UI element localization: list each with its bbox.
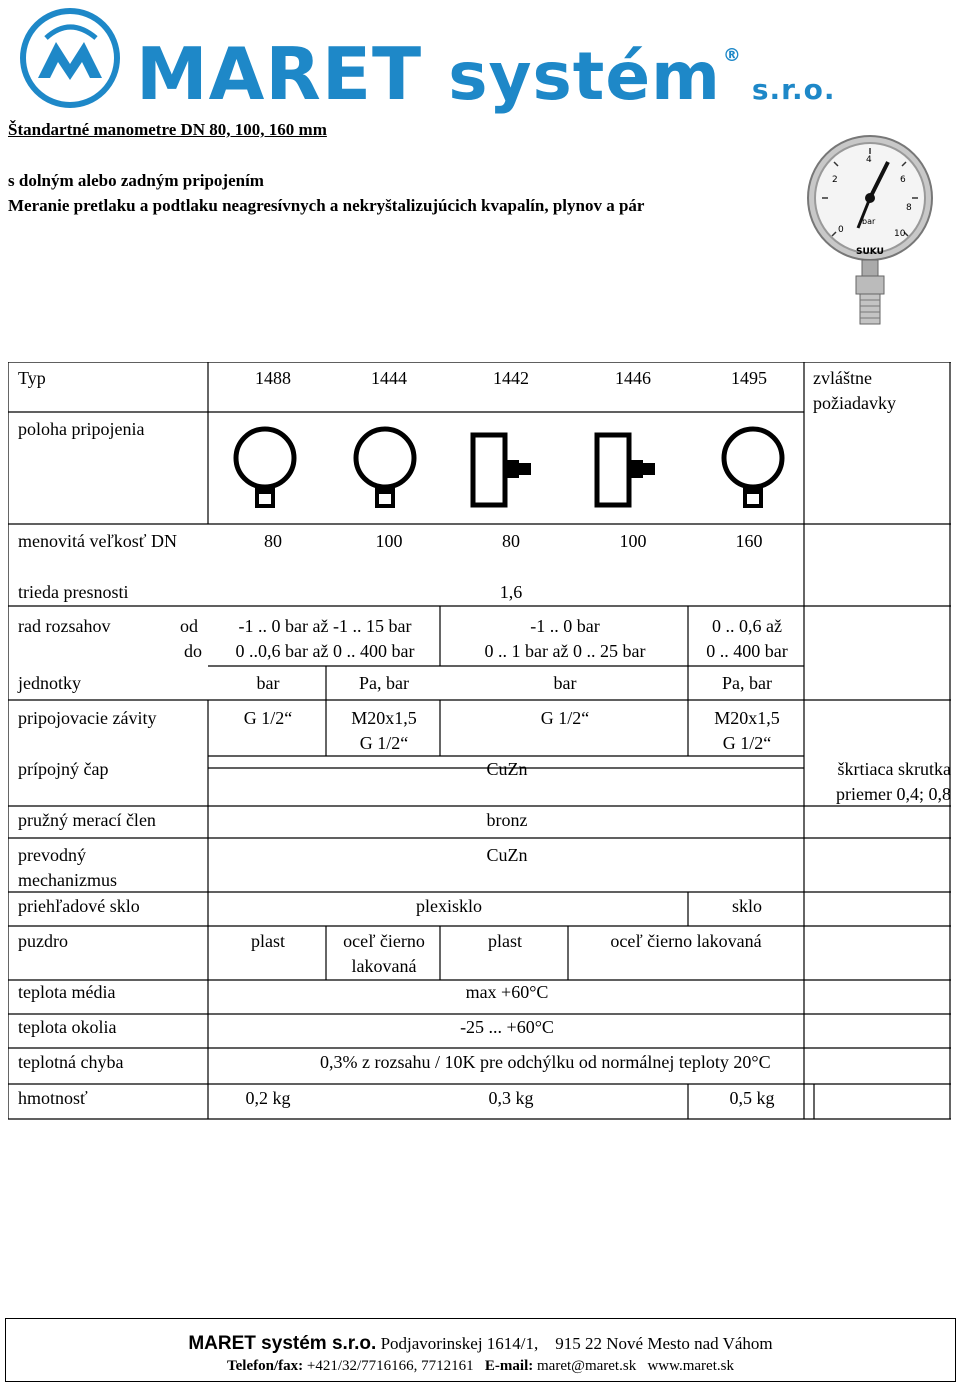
type-1442: 1442 bbox=[493, 368, 529, 388]
size-4: 100 bbox=[619, 531, 647, 551]
units-2: Pa, bar bbox=[359, 673, 409, 693]
pin-material: CuZn bbox=[486, 759, 528, 779]
dial-number-4: 4 bbox=[866, 155, 872, 165]
element-material: bronz bbox=[486, 810, 528, 830]
units-4: Pa, bar bbox=[722, 673, 772, 693]
thread-d-1: M20x1,5 bbox=[714, 708, 780, 728]
company-logo bbox=[18, 8, 836, 116]
footer-email-link[interactable]: maret@maret.sk bbox=[537, 1358, 637, 1374]
range-a-to: 0 ..0,6 bar až 0 .. 400 bar bbox=[235, 641, 415, 661]
subtitle-line-1: s dolným alebo zadným pripojením bbox=[8, 171, 264, 190]
label-nominal-size: menovitá veľkosť DN bbox=[18, 531, 177, 551]
back-connection-icon bbox=[594, 432, 664, 508]
medium-temp-value: max +60°C bbox=[465, 982, 549, 1002]
range-c-to: 0 .. 400 bar bbox=[706, 641, 788, 661]
range-b-from: -1 .. 0 bar bbox=[530, 616, 600, 636]
bottom-connection-icon bbox=[350, 426, 420, 514]
case-c: plast bbox=[488, 931, 522, 951]
bottom-connection-icon bbox=[718, 426, 788, 514]
label-accuracy-class: trieda presnosti bbox=[18, 582, 129, 602]
mechanism-material: CuZn bbox=[486, 845, 528, 865]
dial-number-0: 0 bbox=[838, 225, 844, 235]
size-5: 160 bbox=[735, 531, 763, 551]
dial-number-2: 2 bbox=[832, 175, 838, 185]
window-b: sklo bbox=[731, 896, 762, 916]
special-requirements-header: zvláštne požiadavky bbox=[813, 368, 896, 413]
label-ranges: rad rozsahov bbox=[18, 616, 111, 636]
special-note: škrtiaca skrutka priemer 0,4; 0,8 bbox=[836, 759, 951, 804]
type-1495: 1495 bbox=[731, 368, 767, 388]
range-a-from: -1 .. 0 bar až -1 .. 15 bar bbox=[238, 616, 412, 636]
case-d: oceľ čierno lakovaná bbox=[610, 931, 762, 951]
thread-a: G 1/2“ bbox=[243, 708, 293, 728]
size-2: 100 bbox=[375, 531, 403, 551]
label-pin: prípojný čap bbox=[18, 759, 109, 779]
label-weight: hmotnosť bbox=[18, 1088, 88, 1108]
label-medium-temp: teplota média bbox=[18, 982, 116, 1002]
units-3: bar bbox=[553, 673, 577, 693]
range-b-to: 0 .. 1 bar až 0 .. 25 bar bbox=[484, 641, 646, 661]
label-connection: poloha pripojenia bbox=[18, 419, 145, 439]
label-element: pružný merací člen bbox=[18, 810, 156, 830]
case-a: plast bbox=[251, 931, 285, 951]
footer-address: Podjavorinskej 1614/1, 915 22 Nové Mesto nad Váhom bbox=[380, 1334, 773, 1353]
label-typ: Typ bbox=[18, 368, 46, 388]
size-3: 80 bbox=[502, 531, 520, 551]
case-b: oceľ čierno lakovaná bbox=[343, 931, 425, 976]
accuracy-class-value: 1,6 bbox=[499, 582, 523, 602]
label-from: od bbox=[180, 616, 198, 636]
label-ambient-temp: teplota okolia bbox=[18, 1017, 117, 1037]
weight-c: 0,5 kg bbox=[729, 1088, 775, 1108]
label-mechanism: prevodný mechanizmus bbox=[18, 845, 117, 890]
footer-phone: +421/32/7716166, 7712161 bbox=[306, 1358, 474, 1374]
weight-a: 0,2 kg bbox=[245, 1088, 291, 1108]
footer-web-link[interactable]: www.maret.sk bbox=[647, 1358, 734, 1374]
dial-number-8: 8 bbox=[906, 203, 912, 213]
type-1444: 1444 bbox=[371, 368, 407, 388]
footer-company: MARET systém s.r.o. bbox=[188, 1333, 377, 1354]
logo-wordmark: MARET systém ®s.r.o. bbox=[136, 32, 836, 116]
dial-number-6: 6 bbox=[900, 175, 906, 185]
thread-d-2: G 1/2“ bbox=[722, 733, 772, 753]
type-1446: 1446 bbox=[615, 368, 651, 388]
footer-line-1 bbox=[6, 1333, 955, 1355]
label-temp-error: teplotná chyba bbox=[18, 1052, 124, 1072]
subtitle-line-2: Meranie pretlaku a podtlaku neagresívnych a nekryštalizujúcich kvapalín, plynov a pár bbox=[8, 196, 645, 215]
label-window: priehľadové sklo bbox=[18, 896, 140, 916]
label-thread: pripojovacie závity bbox=[18, 708, 157, 728]
window-a: plexisklo bbox=[416, 896, 482, 916]
weight-b: 0,3 kg bbox=[488, 1088, 534, 1108]
back-connection-icon bbox=[470, 432, 540, 508]
dial-number-10: 10 bbox=[894, 229, 906, 239]
pressure-gauge-photo bbox=[796, 132, 944, 330]
footer-line-2 bbox=[6, 1358, 955, 1375]
type-1488: 1488 bbox=[255, 368, 291, 388]
bottom-connection-icon bbox=[230, 426, 300, 514]
range-c-from: 0 .. 0,6 až bbox=[712, 616, 782, 636]
dial-unit: bar bbox=[862, 217, 876, 226]
size-1: 80 bbox=[264, 531, 282, 551]
page-title: Štandartné manometre DN 80, 100, 160 mm bbox=[8, 120, 327, 139]
units-1: bar bbox=[256, 673, 280, 693]
thread-c: G 1/2“ bbox=[540, 708, 590, 728]
label-to: do bbox=[184, 641, 202, 661]
thread-b-1: M20x1,5 bbox=[351, 708, 417, 728]
specification-table bbox=[8, 362, 951, 1120]
ambient-temp-value: -25 ... +60°C bbox=[460, 1017, 554, 1037]
page-subtitle bbox=[8, 168, 778, 218]
footer-phone-label: Telefon/fax: bbox=[227, 1358, 304, 1374]
label-case: puzdro bbox=[18, 931, 68, 951]
label-units: jednotky bbox=[18, 673, 81, 693]
dial-brand: SUKU bbox=[856, 247, 884, 257]
footer-email-label: E-mail: bbox=[484, 1358, 534, 1374]
thread-b-2: G 1/2“ bbox=[359, 733, 409, 753]
maret-logo-mark-icon bbox=[18, 8, 122, 108]
temp-error-value: 0,3% z rozsahu / 10K pre odchýlku od normálnej teploty 20°C bbox=[320, 1052, 771, 1072]
footer bbox=[5, 1318, 956, 1382]
